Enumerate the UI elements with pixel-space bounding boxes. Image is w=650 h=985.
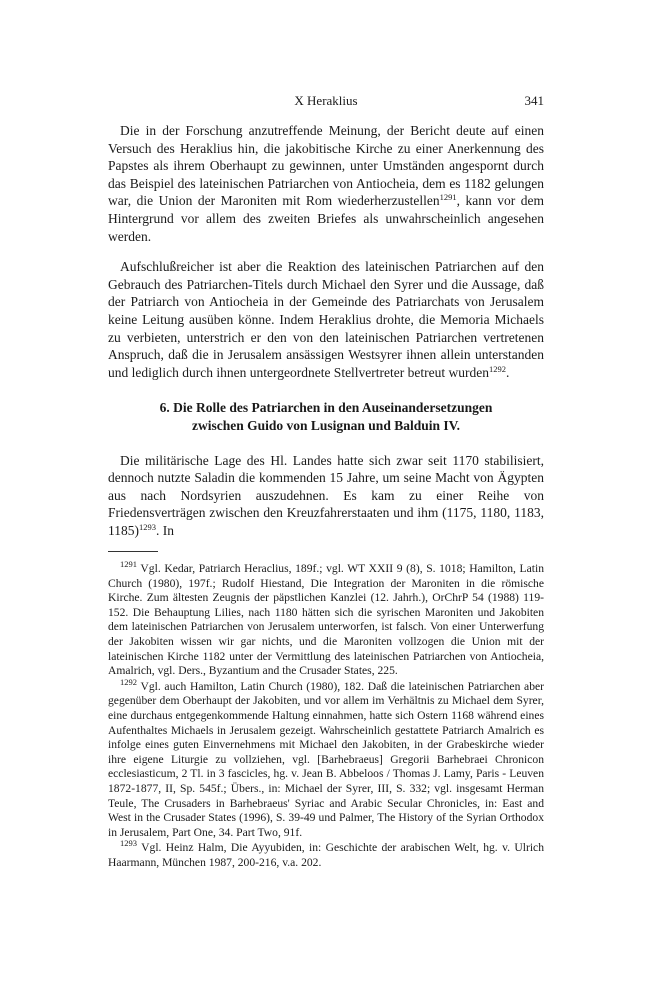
footnote-separator: [108, 551, 158, 552]
paragraph-2: [108, 258, 544, 381]
footnote-1293: [108, 838, 544, 870]
footnote-text: Vgl. auch Hamilton, Latin Church (1980), 182. Daß die lateinischen Patriarchen aber gegenüber dem Oberhaupt der Jakobiten, und vor allem im Verhältnis zu Michael dem Syrer, eine durchaus entgegenkommende Haltung einnahmen, hatte sich Ostern 1168 während eines Aufenthaltes Michaels in Jerusalem gezeigt. Wahrscheinlich gestattete Patriarch Amalrich es infolge eines guten Einvernehmens mit Michael den Jakobiten, in der Grabeskirche wieder ihre eigene Liturgie zu vollziehen, vgl. [Barhebraeus] Gregorii Barhebraei Chronicon ecclesiasticum, 2 Tl. in 3 fascicles, hg. v. Jean B. Abbeloos / Thomas J. Lamy, Paris - Leuven 1872-1877, II, Sp. 545f.; Übers., in: Michael der Syrer, III, S. 332; vgl. insgesamt Herman Teule, The Crusaders in Barhebraeus' Syriac and Arabic Secular Chronicles, in: East and West in the Crusader States (1996), S. 39-49 und Palmer, The History of the Syrian Orthodox in Jerusalem, Part One, 34. Part Two, 91f.: [108, 679, 544, 839]
footnote-number: 1292: [120, 676, 137, 687]
footnote-1292: [108, 676, 544, 841]
paragraph-3: [108, 452, 544, 540]
paragraph-1: [108, 122, 544, 245]
section-heading-line-1: 6. Die Rolle des Patriarchen in den Auseinandersetzungen: [159, 400, 493, 416]
paragraph-1-tail: , kann vor dem Hintergrund vor allem des zweiten Briefes als unwahrscheinlich angesehen werden.: [108, 193, 544, 244]
footnote-ref-1293: 1293: [139, 521, 156, 532]
footnote-1291: [108, 559, 544, 679]
paragraph-3-tail: . In: [156, 522, 174, 538]
section-heading: [108, 399, 544, 434]
footnote-number: 1291: [120, 559, 137, 569]
footnote-text: Vgl. Heinz Halm, Die Ayyubiden, in: Geschichte der arabischen Welt, hg. v. Ulrich Haarmann, München 1987, 200-216, v.a. 202.: [108, 841, 544, 869]
footnote-text: Vgl. Kedar, Patriarch Heraclius, 189f.; vgl. WT XXII 9 (8), S. 1018; Hamilton, Latin Church (1980), 197f.; Rudolf Hiestand, Die Integration der Maroniten in die römische Kirche. Zum ältesten Zeugnis der päpstlichen Kanzlei (12. Jahrh.), OrChrP 54 (1988) 119-152. Die Behauptung Lilies, nach 1180 hätten sich die syrischen Maroniten und Jakobiten dem lateinischen Patriarchen von Jerusalem unterworfen, ist falsch. Von einer Unterwerfung der Jakobiten wissen wir gar nichts, und die Maroniten vollzogen die Union mit der lateinischen Kirche 1182 unter der Vermittlung des lateinischen Patriarchen von Antiocheia, Amalrich, vgl. Ders., Byzantium and the Crusader States, 225.: [108, 562, 544, 678]
paragraph-3-text: Die militärische Lage des Hl. Landes hatte sich zwar seit 1170 stabilisiert, dennoch nutzte Saladin die kommenden 15 Jahre, um seine Macht von Ägypten aus nach Nordsyrien auszudehnen. Es kam zu einer Reihe von Friedensverträgen zwischen den Kreuzfahrerstaaten und ihm (1175, 1180, 1183, 1185): [108, 452, 544, 538]
footnote-ref-1291: 1291: [439, 192, 457, 203]
footnote-ref-1292: 1292: [489, 363, 506, 374]
page-number: 341: [524, 93, 544, 108]
paragraph-2-tail: .: [506, 364, 510, 380]
section-heading-line-2: zwischen Guido von Lusignan und Balduin IV.: [192, 417, 460, 433]
chapter-title: X Heraklius: [294, 93, 358, 108]
main-text: [108, 122, 544, 539]
paragraph-1-text: Die in der Forschung anzutreffende Meinung, der Bericht deute auf einen Versuch des Heraklius hin, die jakobitische Kirche zu einer Anerkennung des Papstes als ihrem Oberhaupt zu gewinnen, unter Umständen angespornt durch das Beispiel des lateinischen Patriarchen von Antiocheia, dem es 1182 gelungen war, die Union der Maroniten mit Rom wiederherzustellen: [108, 123, 544, 209]
footnote-number: 1293: [120, 838, 137, 849]
footnotes: [108, 559, 544, 871]
running-head: [108, 93, 544, 111]
paragraph-2-text: Aufschlußreicher ist aber die Reaktion des lateinischen Patriarchen auf den Gebrauch des Patriarchen-Titels durch Michael den Syrer und die Aussage, daß der Patriarch von Antiocheia in der Gemeinde des Patriarchats von Jerusalem keine Leitung ausüben könne. Indem Heraklius drohte, die Memoria Michaels zu verbieten, unterstrich er den von den lateinischen Patriarchen vertretenen Anspruch, daß die in Jerusalem ansässigen Westsyrer ihnen allein unterstanden und lediglich durch ihnen untergeordnete Stellvertreter betreut wurden: [108, 259, 544, 380]
